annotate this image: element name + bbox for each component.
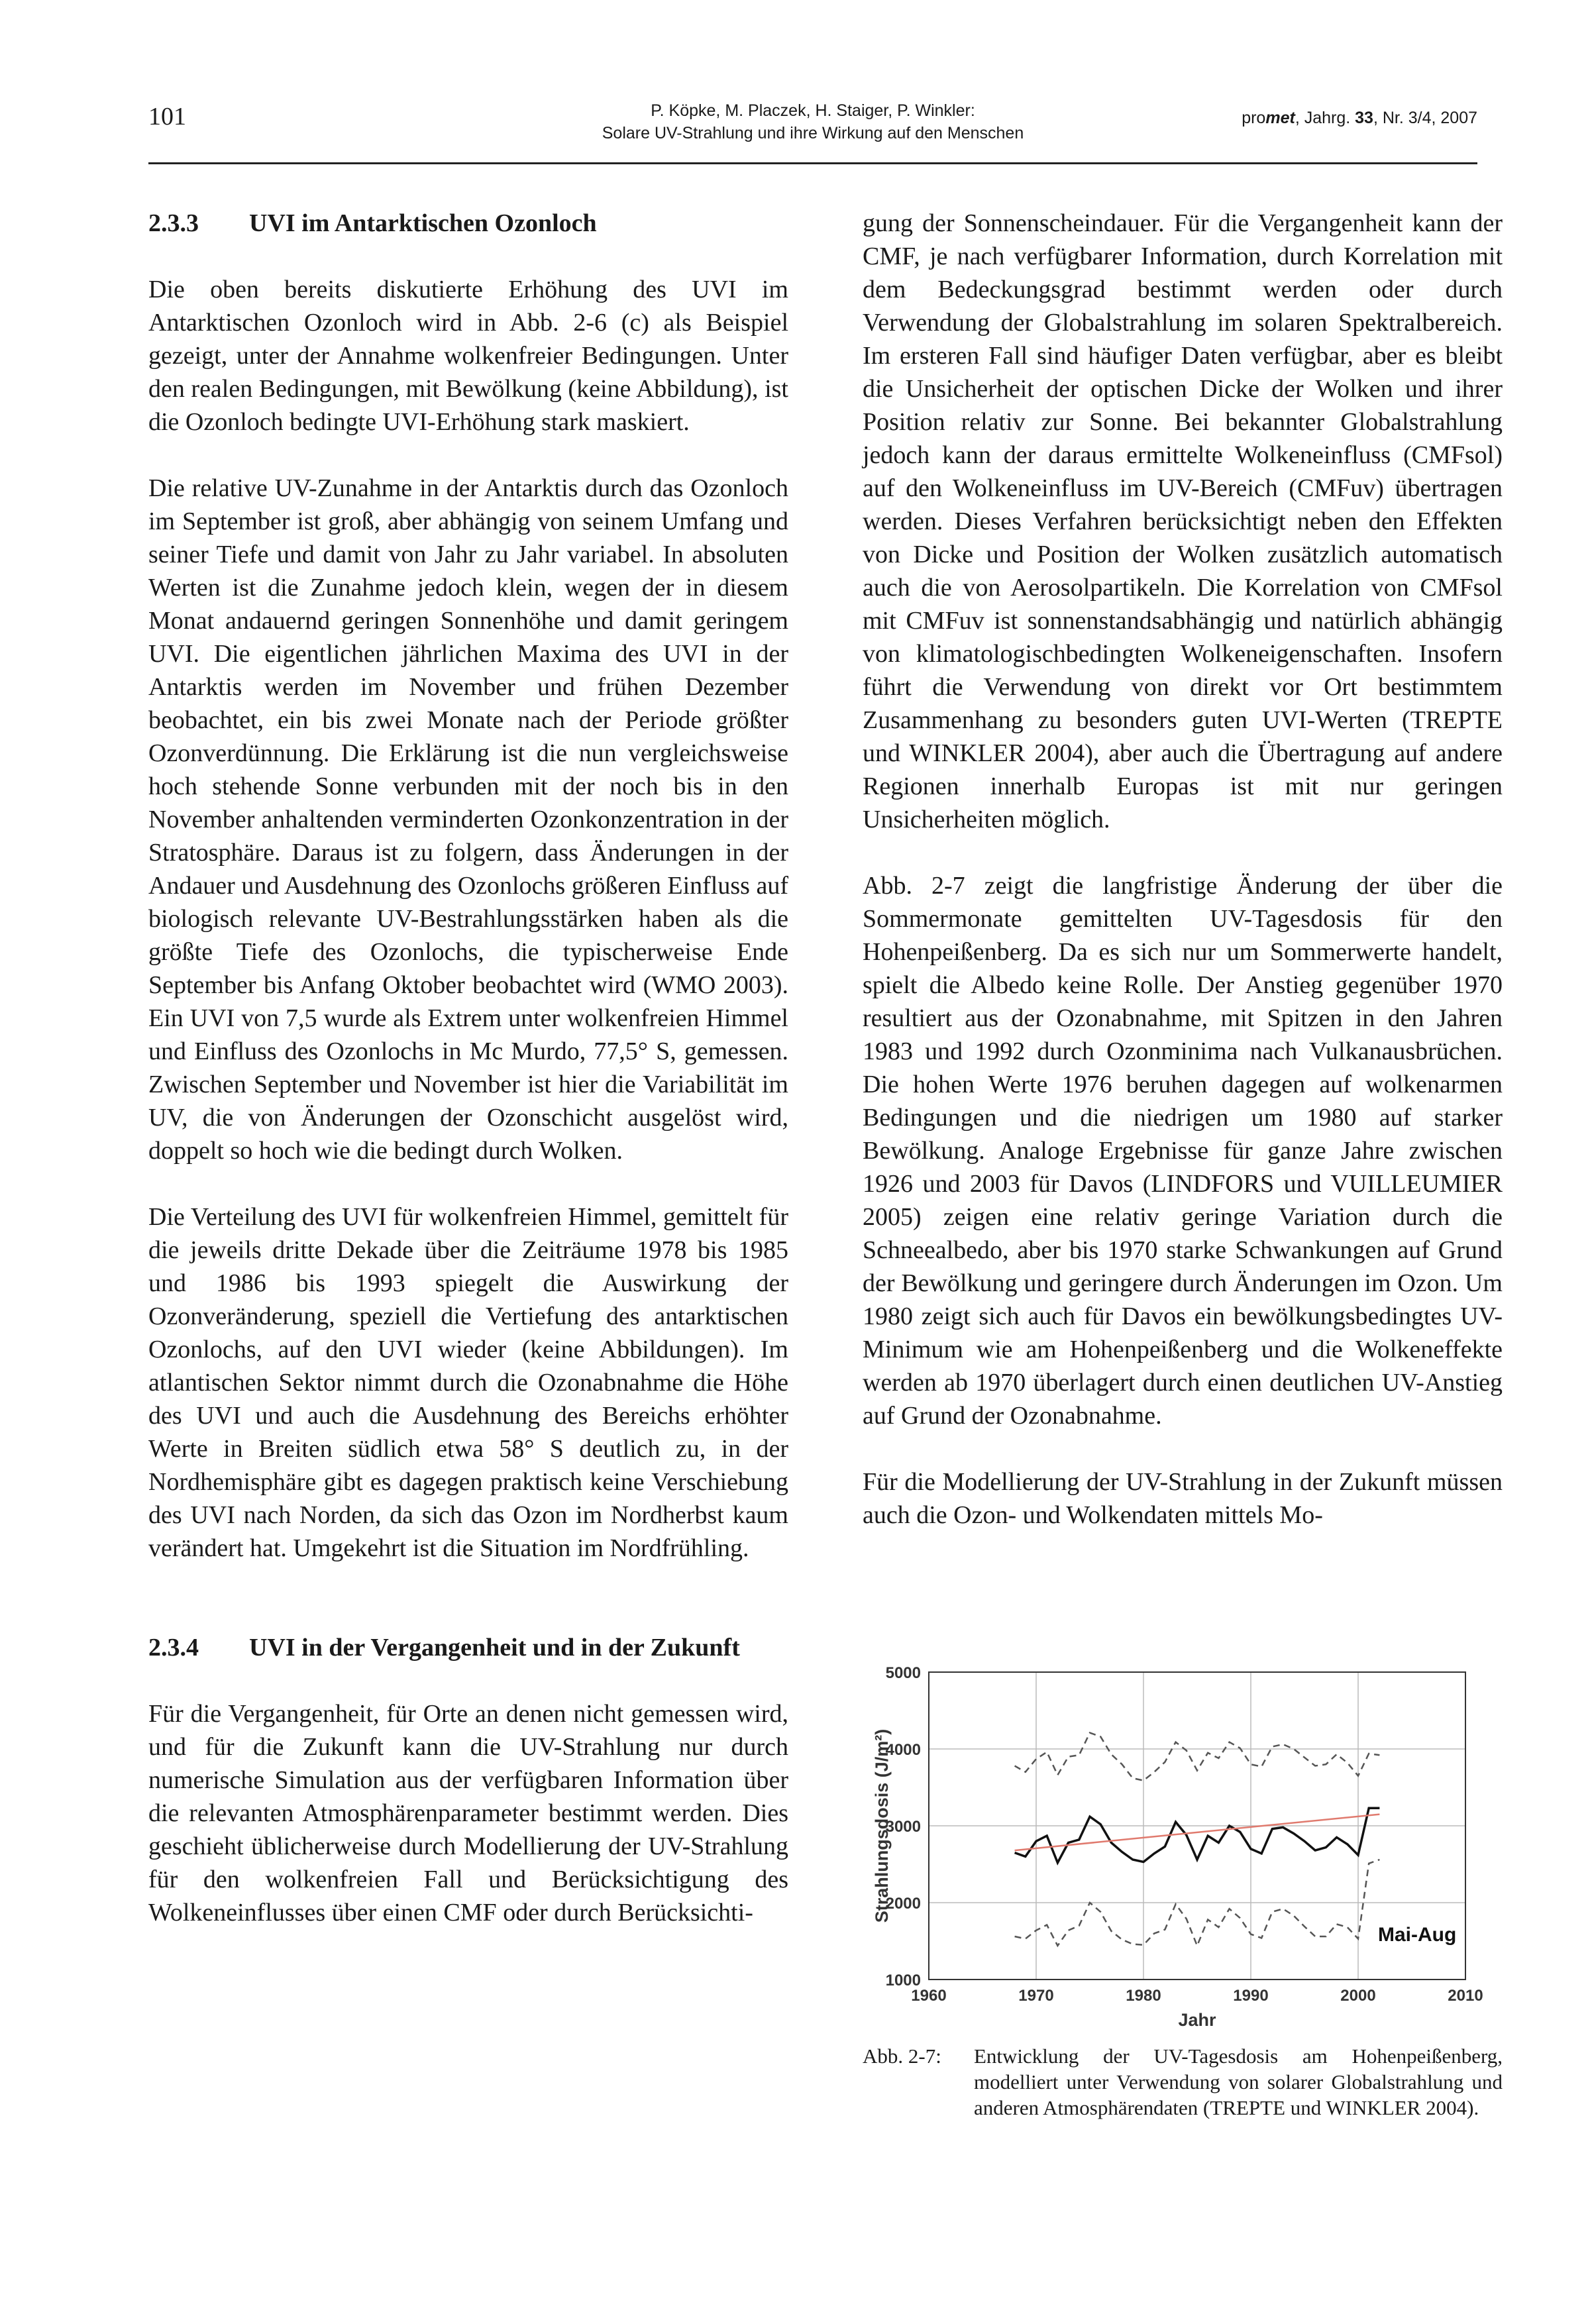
page-header — [148, 99, 1477, 164]
figure-caption — [863, 2043, 1503, 2121]
x-tick-label: 1990 — [1233, 1987, 1269, 2005]
running-authors: P. Köpke, M. Placzek, H. Staiger, P. Winkler: — [651, 101, 975, 120]
figure-2-7 — [863, 1663, 1503, 2034]
x-tick-label: 2000 — [1340, 1987, 1376, 2005]
paragraph: Die oben bereits diskutierte Erhöhung des UVI im Antarktischen Ozonloch wird in Abb. 2-6 (c) als Beispiel gezeigt, unter der Annahme wolkenfreier Bedingungen. Unter den realen Bedingungen, mit Bewölkung (keine Abbildung), ist die Ozonloch bedingte UVI-Erhöhung stark maskiert. — [148, 276, 788, 436]
page-number: 101 — [148, 103, 186, 131]
uv-dose-chart — [863, 1663, 1503, 2034]
journal-name-pro: pro — [1242, 109, 1266, 127]
section-title: UVI in der Vergangenheit und in der Zukunft — [249, 1634, 740, 1662]
y-tick-label: 3000 — [885, 1818, 921, 1836]
paragraph: gung der Sonnenscheindauer. Für die Vergangenheit kann der CMF, je nach verfügbarer Information, durch Korrelation mit dem Bedeckungsgrad bestimmt werden oder durch Verwendung der Globalstrahlung im solaren Spektralbereich. Im ersteren Fall sind häufiger Daten verfügbar, aber es bleibt die Unsicherheit der optischen Dicke der Wolken und ihrer Position relativ zur Sonne. Bei bekannter Globalstrahlung jedoch kann der daraus ermittelte Wolkeneinfluss (CMFsol) auf den Wolkeneinfluss im UV-Bereich (CMFuv) übertragen werden. Dieses Verfahren berücksichtigt neben den Effekten von Dicke und Position der Wolken zusätzlich automatisch auch die von Aerosolpartikeln. Die Korrelation von CMFsol mit CMFuv ist sonnenstandsabhängig und natürlich abhängig von klimatologischbedingten Wolkeneigenschaften. Insofern führt die Verwendung von direkt vor Ort bestimmtem Zusammenhang zu besonders guten UVI-Werten (TREPTE und WINKLER 2004), aber auch die Übertragung auf andere Regionen innerhalb Europas ist mit nur geringen Unsicherheiten möglich. — [863, 209, 1503, 833]
trend-line — [1015, 1815, 1380, 1851]
x-tick-label: 1960 — [911, 1987, 947, 2005]
y-axis-label: Strahlungsdosis (J/m²) — [872, 1728, 892, 1923]
caption-label: Abb. 2-7: — [863, 2044, 941, 2068]
paragraph: Die relative UV-Zunahme in der Antarktis durch das Ozonloch im September ist groß, aber abhängig von seinem Umfang und seiner Tiefe und damit von Jahr zu Jahr variabel. In absoluten Werten ist die Zunahme jedoch klein, wegen der in diesem Monat andauernd geringen Sonnenhöhe und damit geringem UVI. Die eigentlichen jährlichen Maxima des UVI in der Antarktis werden im November und frühen Dezember beobachtet, ein bis zwei Monate nach der Periode größter Ozonverdünnung. Die Erklärung ist die nun vergleichsweise hoch stehende Sonne verbunden mit der noch bis in den November anhaltenden verminderten Ozonkonzentration in der Stratosphäre. Daraus ist zu folgern, dass Änderungen in der Andauer und Ausdehnung des Ozonlochs größeren Einfluss auf biologisch relevante UV-Bestrahlungsstärken haben als die größte Tiefe des Ozonlochs, die typischerweise Ende September bis Anfang Oktober beobachtet wird (WMO 2003). Ein UVI von 7,5 wurde als Extrem unter wolkenfreien Himmel und Einfluss des Ozonlochs in Mc Murdo, 77,5° S, gemessen. Zwischen September und November ist hier die Variabilität im UV, die von Änderungen der Ozonschicht ausgelöst wird, doppelt so hoch wie die bedingt durch Wolken. — [148, 474, 788, 1165]
left-column — [148, 207, 788, 1962]
mean-dose-line — [1015, 1808, 1380, 1862]
journal-year: , Jahrg. — [1295, 109, 1355, 127]
x-tick-label: 1970 — [1018, 1987, 1054, 2005]
right-column — [863, 207, 1503, 1565]
section-number: 2.3.4 — [148, 1634, 199, 1662]
section-title: UVI im Antarktischen Ozonloch — [249, 209, 597, 237]
y-tick-label: 5000 — [885, 1664, 921, 1682]
journal-name-met: met — [1265, 109, 1295, 127]
paragraph: Abb. 2-7 zeigt die langfristige Änderung der über die Sommermonate gemittelten UV-Tagesdosis für den Hohenpeißenberg. Da es sich nur um Sommerwerte handelt, spielt die Albedo keine Rolle. Der Anstieg gegenüber 1970 resultiert aus der Ozonabnahme, mit Spitzen in den Jahren 1983 und 1992 durch Ozonminima nach Vulkanausbrüchen. Die hohen Werte 1976 beruhen dagegen auf wolkenarmen Bedingungen und die niedrigen um 1980 auf starker Bewölkung. Analoge Ergebnisse für ganze Jahre zwischen 1926 und 2003 für Davos (LINDFORS und VUILLEUMIER 2005) zeigen eine relativ geringe Variation durch die Schneealbedo, aber bis 1970 starke Schwankungen auf Grund der Bewölkung und geringere durch Änderungen im Ozon. Um 1980 zeigt sich auch für Davos ein bewölkungsbedingtes UV-Minimum wie am Hohenpeißenberg und die Wolkeneffekte werden ab 1970 überlagert durch einen deutlichen UV-Anstieg auf Grund der Ozonabnahme. — [863, 872, 1503, 1430]
x-tick-label: 2010 — [1448, 1987, 1483, 2005]
journal-reference — [1242, 109, 1477, 128]
section-heading-2-3-3 — [148, 207, 788, 240]
y-tick-label: 4000 — [885, 1741, 921, 1759]
paragraph: Für die Vergangenheit, für Orte an denen nicht gemessen wird, und für die Zukunft kann die UV-Strahlung nur durch numerische Simulation aus der verfügbaren Information über die relevanten Atmosphärenparameter bestimmt werden. Dies geschieht üblicherweise durch Modellierung der UV-Strahlung für den wolkenfreien Fall und Berücksichtigung des Wolkeneinflusses über einen CMF oder durch Berücksichti- — [148, 1700, 788, 1927]
paragraph: Für die Modellierung der UV-Strahlung in der Zukunft müssen auch die Ozon- und Wolkendaten mittels Mo- — [863, 1468, 1503, 1529]
paragraph: Die Verteilung des UVI für wolkenfreien Himmel, gemittelt für die jeweils dritte Dekade über die Zeiträume 1978 bis 1985 und 1986 bis 1993 spiegelt die Auswirkung der Ozonveränderung, speziell die Vertiefung des antarktischen Ozonlochs, auf den UVI wieder (keine Abbildungen). Im atlantischen Sektor nimmt durch die Ozonabnahme die Höhe des UVI und auch die Ausdehnung des Bereichs erhöhter Werte in Breiten südlich etwa 58° S deutlich zu, in der Nordhemisphäre gibt es dagegen praktisch keine Verschiebung des UVI nach Norden, da sich das Ozon im Nordherbst kaum verändert hat. Umgekehrt ist die Situation im Nordfrühling. — [148, 1203, 788, 1562]
journal-volume: 33 — [1355, 109, 1373, 127]
upper-bound-line — [1015, 1733, 1380, 1781]
y-tick-label: 1000 — [885, 1972, 921, 1989]
x-tick-label: 1980 — [1126, 1987, 1161, 2005]
x-axis-label: Jahr — [1178, 2010, 1216, 2030]
section-number: 2.3.3 — [148, 209, 199, 237]
running-paper-title: Solare UV-Strahlung und ihre Wirkung auf den Menschen — [602, 124, 1024, 142]
season-annotation: Mai-Aug — [1378, 1924, 1457, 1946]
section-heading-2-3-4 — [148, 1631, 788, 1664]
caption-text: Entwicklung der UV-Tagesdosis am Hohenpeißenberg, modelliert unter Verwendung von solarer Globalstrahlung und anderen Atmosphärendaten (TREPTE und WINKLER 2004). — [974, 2044, 1503, 2119]
y-tick-label: 2000 — [885, 1895, 921, 1913]
journal-issue: , Nr. 3/4, 2007 — [1373, 109, 1477, 127]
